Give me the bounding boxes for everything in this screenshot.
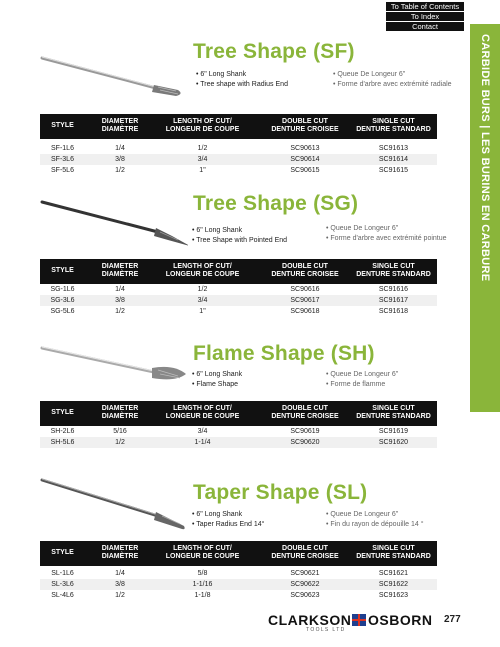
section-title: Tree Shape (SG) xyxy=(193,192,359,215)
table-header: STYLE DIAMETER DIAMÈTRE LENGTH OF CUT/ LONGEUR DE COUPE DOUBLE CUT DENTURE CROISEE SINGLE CUT DENTURE STANDARD xyxy=(40,259,437,284)
sidebar-label: CARBIDE BURS | LES BURINS EN CARBURE xyxy=(479,34,491,282)
tool-image-sl xyxy=(38,472,188,534)
bullets-en: • 6" Long Shank • Tree shape with Radius End xyxy=(196,70,288,90)
tool-image-sh xyxy=(38,340,188,388)
tool-image-sf xyxy=(38,52,188,100)
nav-table-of-contents[interactable]: To Table of Contents xyxy=(386,2,464,11)
bullets-en: • 6" Long Shank • Flame Shape xyxy=(192,370,242,390)
table-row: SF-1L6 1/4 1/2 SC90613 SC91613 xyxy=(51,145,409,152)
logo-flag-icon xyxy=(352,614,366,626)
table-row: SL-4L6 1/2 1-1/8 SC90623 SC91623 xyxy=(51,592,409,599)
section-title: Flame Shape (SH) xyxy=(193,342,375,365)
table-row: SG-3L6 3/8 3/4 SC90617 SC91617 xyxy=(40,295,437,306)
bullets-en: • 6" Long Shank • Tree Shape with Pointed End xyxy=(192,226,287,246)
nav-index[interactable]: To Index xyxy=(386,12,464,21)
table-row: SG-5L6 1/2 1" SC90618 SC91618 xyxy=(50,308,409,315)
table-row: SL-3L6 3/8 1-1/16 SC90622 SC91622 xyxy=(40,579,437,590)
table-row: SH-5L6 1/2 1-1/4 SC90620 SC91620 xyxy=(40,437,437,448)
table-row: SF-3L6 3/8 3/4 SC90614 SC91614 xyxy=(40,154,437,165)
section-title: Taper Shape (SL) xyxy=(193,481,368,504)
bullets-en: • 6" Long Shank • Taper Radius End 14° xyxy=(192,510,264,530)
table-header: STYLE DIAMETER DIAMÈTRE LENGTH OF CUT/ LONGEUR DE COUPE DOUBLE CUT DENTURE CROISEE SINGLE CUT DENTURE STANDARD xyxy=(40,401,437,426)
bullets-fr: • Queue De Longeur 6" • Forme d'arbre avec extrémité radiale xyxy=(333,70,452,90)
tool-image-sg xyxy=(38,196,188,248)
nav-contact[interactable]: Contact xyxy=(386,22,464,31)
clarkson-osborn-logo: CLARKSON OSBORN T O O L S L T D xyxy=(268,612,433,633)
page-number: 277 xyxy=(444,614,461,625)
bullets-fr: • Queue De Longeur 6" • Forme de flamme xyxy=(326,370,398,390)
table-header: STYLE DIAMETER DIAMÈTRE LENGTH OF CUT/ LONGEUR DE COUPE DOUBLE CUT DENTURE CROISEE SINGLE CUT DENTURE STANDARD xyxy=(40,541,437,566)
bullets-fr: • Queue De Longeur 6" • Fin du rayon de dépouille 14 ° xyxy=(326,510,424,530)
bullets-fr: • Queue De Longeur 6" • Forme d'arbre avec extrémité pointue xyxy=(326,224,447,244)
table-row: SG-1L6 1/4 1/2 SC90616 SC91616 xyxy=(50,286,409,293)
table-row: SL-1L6 1/4 5/8 SC90621 SC91621 xyxy=(51,570,409,577)
section-title: Tree Shape (SF) xyxy=(193,40,355,63)
table-row: SH-2L6 5/16 3/4 SC90619 SC91619 xyxy=(50,428,409,435)
table-row: SF-5L6 1/2 1" SC90615 SC91615 xyxy=(51,167,409,174)
table-header: STYLE DIAMETER DIAMÈTRE LENGTH OF CUT/ LONGEUR DE COUPE DOUBLE CUT DENTURE CROISEE SINGLE CUT DENTURE STANDARD xyxy=(40,114,437,139)
